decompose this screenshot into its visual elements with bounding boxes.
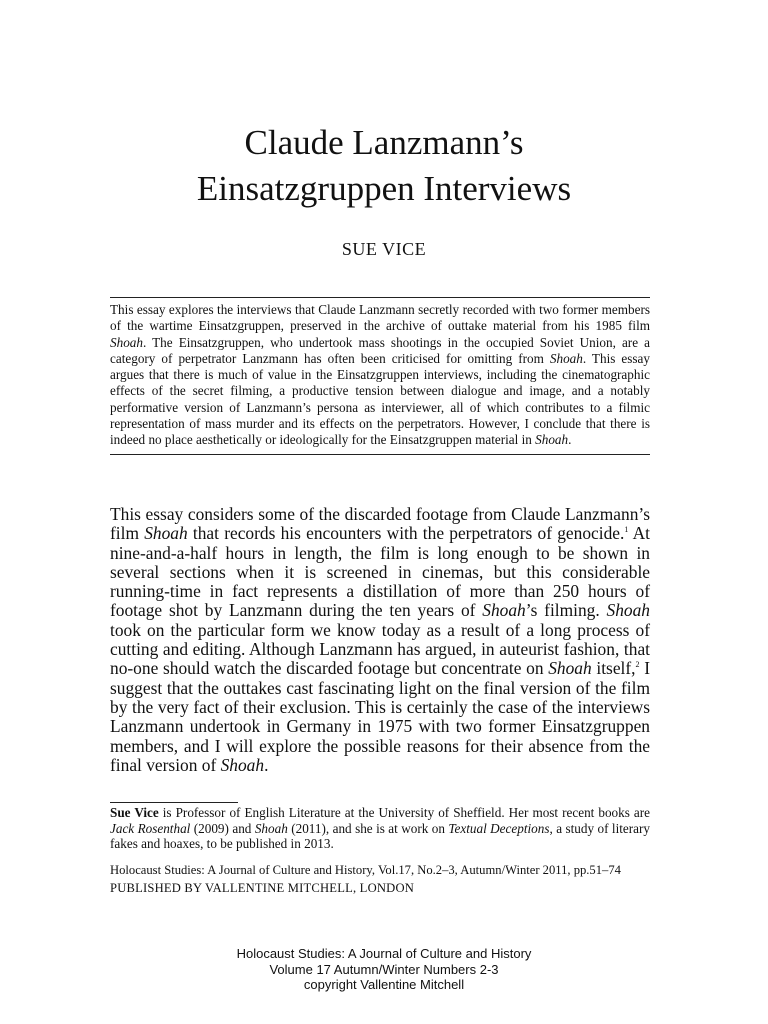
body-text: itself, [591,658,636,679]
article-title [0,120,768,212]
book-title: Textual Deceptions [448,820,550,836]
film-title: Shoah [548,658,592,679]
journal-citation: Holocaust Studies: A Journal of Culture and History, Vol.17, No.2–3, Autumn/Winter 2011, pp.51–74 [110,863,621,877]
footnote-marker[interactable]: 2 [635,660,640,670]
abstract [110,297,650,455]
footnote-divider [110,802,238,803]
publisher-line: PUBLISHED BY VALLENTINE MITCHELL, LONDON [110,881,415,895]
author-bio [110,805,650,852]
footer-journal-name: Holocaust Studies: A Journal of Culture and History [236,946,532,961]
abstract-film-title: Shoah [110,334,143,350]
body-text: At nine-and-a-half hours in length, the film is long enough to be shown in several sections when it is screened in cinemas, but this considerable running-time in fact represents a distillation of more than 250 hours of footage shot by Lanzmann during the ten years of [110,523,650,621]
abstract-text: . This essay argues that there is much of value in the Einsatzgruppen interviews, including the cinematographic effects of the secret filming, a productive tension between dialogue and image, and a notably performative version of Lanzmann’s persona as interviewer, all of which contributes to a filmic representation of mass murder and its effects on the perpetrators. However, I conclude that there is indeed no place aesthetically or ideologically for the Einsatzgruppen material in [110,350,650,448]
abstract-film-title: Shoah [549,350,583,366]
film-title: Shoah [606,600,650,621]
body-text: ’s filming. [525,600,607,621]
title-line-1: Claude Lanzmann’s [244,123,524,162]
body-text: This essay considers some of the discarded footage from Claude Lanzmann’s film [110,504,650,544]
body-text: I suggest that the outtakes cast fascinating light on the final version of the film by the very fact of their exclusion. This is certainly the case of the interviews Lanzmann undertook in Germany in 1975 with two former Einsatzgruppen members, and I will explore the possible reasons for their absence from the final version of [110,658,651,775]
film-title: Shoah [220,754,265,775]
bio-text: (2011), and she is at work on [287,820,449,836]
author-name: SUE VICE [341,239,427,259]
bio-text: (2009) and [190,820,255,836]
abstract-text: This essay explores the interviews that Claude Lanzmann secretly recorded with two former members of the wartime Einsatzgruppen, preserved in the archive of outtake material from his 1985 film [110,302,650,334]
footer-volume-info: Volume 17 Autumn/Winter Numbers 2-3 [269,961,499,977]
abstract-film-title: Shoah [535,432,569,448]
footnote-marker[interactable]: 1 [624,525,629,535]
bio-text: , a study of literary fakes and hoaxes, to be published in 2013. [110,820,650,851]
body-text: took on the particular form we know today as a result of a long process of cutting and editing. Although Lanzmann has argued, in auteurist fashion, that no-one should watch the discarded footage but concentrate on [110,619,650,679]
abstract-text: . [568,432,572,448]
film-title: Shoah [482,600,526,621]
bio-author-name: Sue Vice [110,805,159,820]
body-paragraph [110,505,650,775]
bio-text: is Professor of English Literature at the University of Sheffield. Her most recent books are [158,805,651,820]
body-text: . [264,754,269,775]
page-footer [0,946,768,993]
body-text: that records his encounters with the perpetrators of genocide. [187,523,625,544]
footer-copyright: copyright Vallentine Mitchell [303,977,465,992]
film-title: Shoah [144,523,188,544]
title-line-2: Einsatzgruppen Interviews [196,169,572,208]
abstract-text: . The Einsatzgruppen, who undertook mass shootings in the occupied Soviet Union, are a category of perpetrator Lanzmann has often been criticised for omitting from [110,334,650,366]
book-title: Shoah [254,820,288,836]
book-title: Jack Rosenthal [110,820,191,836]
